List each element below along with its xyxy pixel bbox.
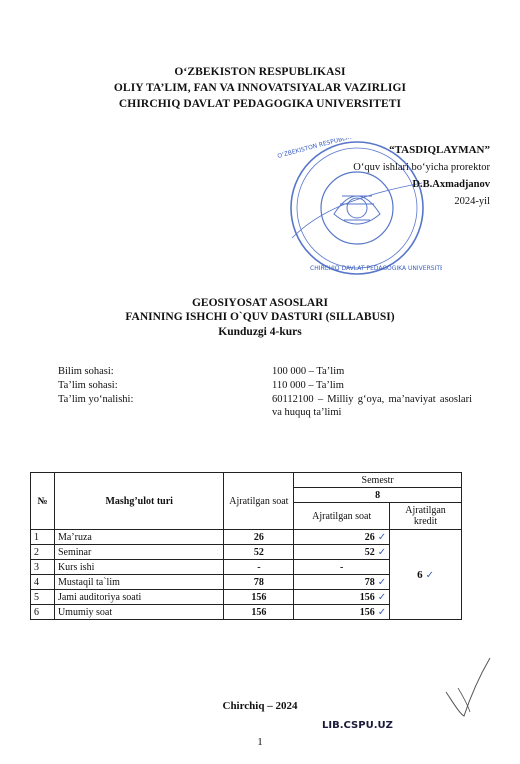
info-label-field: Bilim sohasi: [58, 366, 114, 377]
page-number: 1 [257, 736, 263, 748]
col-header-number: № [31, 473, 55, 530]
approval-title: “TASDIQLAYMAN” [389, 144, 490, 156]
library-watermark: LIB.CSPU.UZ [322, 720, 393, 731]
col-header-hours: Ajratilgan soat [224, 473, 294, 530]
row-semester-hours: 78 [364, 576, 375, 588]
stamp-text-bottom: CHIRCHIQ DAVLAT PEDAGOGIKA UNIVERSITETI [310, 265, 442, 272]
row-type: Jami auditoriya soati [54, 590, 223, 605]
row-hours: - [224, 560, 294, 575]
approval-position: O‘quv ishlari bo‘yicha prorektor [353, 162, 490, 173]
checkmark-icon: ✓ [377, 531, 387, 543]
checkmark-icon: ✓ [377, 591, 387, 603]
document-subtitle: FANINING ISHCHI O`QUV DASTURI (SILLABUSI) [125, 311, 395, 323]
hours-table [30, 472, 462, 620]
row-semester-hours: - [340, 561, 344, 573]
row-semester-hours: 156 [359, 591, 375, 603]
info-value-area: 110 000 – Ta’lim [272, 380, 344, 391]
info-value-field: 100 000 – Ta’lim [272, 366, 345, 377]
city-year: Chirchiq – 2024 [222, 700, 298, 712]
row-number: 3 [31, 560, 55, 575]
checkmark-icon: ✓ [377, 576, 387, 588]
row-number: 1 [31, 530, 55, 545]
row-type: Seminar [54, 545, 223, 560]
row-number: 2 [31, 545, 55, 560]
checkmark-icon: ✓ [377, 606, 387, 618]
row-hours: 156 [224, 605, 294, 620]
col-header-type: Mashg’ulot turi [54, 473, 223, 530]
approval-date: 2024-yil [454, 196, 490, 207]
info-label-direction: Ta’lim yo‘nalishi: [58, 394, 134, 405]
course-title: GEOSIYOSAT ASOSLARI [191, 297, 329, 309]
info-value-direction: 60112100 – Milliy g‘oya, ma’naviyat asoslari va huquq ta’limi [272, 394, 472, 418]
col-header-credit: Ajratilgan kredit [390, 503, 462, 530]
row-type: Umumiy soat [54, 605, 223, 620]
row-semester-hours: 26 [364, 531, 375, 543]
row-semester-hours: 52 [364, 546, 375, 558]
row-hours: 52 [224, 545, 294, 560]
row-number: 4 [31, 575, 55, 590]
table-row [31, 530, 462, 545]
col-header-semester-hours: Ajratilgan soat [294, 503, 390, 530]
credit-value: 6 [417, 568, 423, 581]
col-header-semester: Semestr [294, 473, 462, 488]
approval-name: D.B.Axmadjanov [412, 179, 490, 190]
approval-block [353, 142, 490, 210]
semester-number: 8 [294, 488, 462, 503]
checkmark-icon: ✓ [425, 569, 434, 581]
header-university: CHIRCHIQ DAVLAT PEDAGOGIKA UNIVERSITETI [118, 98, 402, 110]
row-type: Ma’ruza [54, 530, 223, 545]
row-number: 6 [31, 605, 55, 620]
study-form: Kunduzgi 4-kurs [218, 326, 302, 338]
row-semester-hours: 156 [359, 606, 375, 618]
row-hours: 156 [224, 590, 294, 605]
row-type: Kurs ishi [54, 560, 223, 575]
header-ministry-1: O‘ZBEKISTON RESPUBLIKASI [174, 66, 346, 78]
info-label-area: Ta’lim sohasi: [58, 380, 118, 391]
row-number: 5 [31, 590, 55, 605]
row-type: Mustaqil ta`lim [54, 575, 223, 590]
checkmark-icon: ✓ [377, 546, 387, 558]
row-hours: 78 [224, 575, 294, 590]
row-hours: 26 [224, 530, 294, 545]
header-ministry-2: OLIY TA’LIM, FAN VA INNOVATSIYALAR VAZIRLIGI [113, 82, 407, 94]
